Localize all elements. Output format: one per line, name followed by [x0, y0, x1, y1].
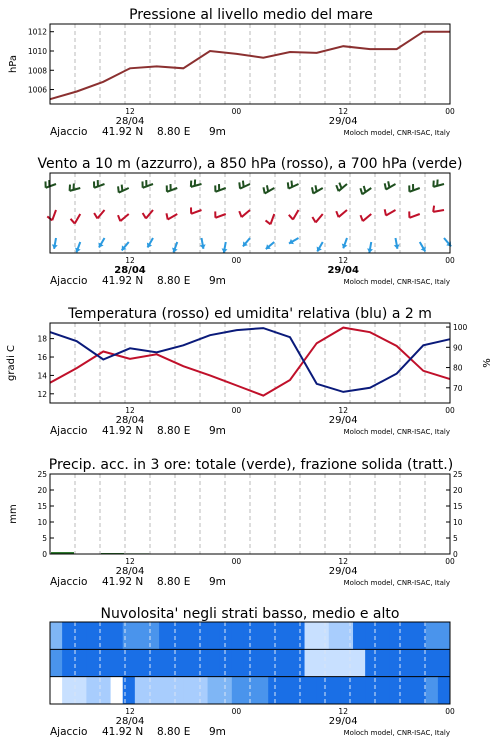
- wind-barb: [289, 210, 299, 220]
- barb-arrowhead: [222, 248, 228, 252]
- barb-shaft: [339, 210, 347, 217]
- wind-barb: [336, 210, 347, 217]
- temp-title: Temperatura (rosso) ed umidita' relativa (blu) a 2 m: [68, 306, 432, 322]
- credit-label: Moloch model, CNR-ISAC, Italy: [343, 729, 450, 737]
- wind-barb: [360, 214, 371, 221]
- time-tick-label: 00: [445, 256, 455, 265]
- cloud-cell: [74, 677, 87, 704]
- y-tick-label: 10: [37, 518, 47, 527]
- barb-shaft: [52, 210, 56, 220]
- barb-arrowhead: [52, 244, 58, 248]
- cloud-cell: [292, 622, 305, 649]
- cloud-cell: [365, 677, 378, 704]
- time-tick-label: 12: [125, 557, 135, 566]
- y-tick-label: 1010: [27, 46, 47, 56]
- cloud-cell: [171, 622, 184, 649]
- wind-barb: [342, 238, 348, 248]
- precip-panel: [8, 457, 463, 588]
- elev-label: 9m: [209, 126, 226, 138]
- wind-time-axis: [50, 256, 455, 287]
- cloud-cell: [86, 677, 99, 704]
- cloud-cell: [305, 677, 318, 704]
- wind-barb: [336, 183, 347, 191]
- wind-barb: [409, 184, 420, 192]
- wind-barb: [143, 210, 153, 218]
- wind-barb: [409, 211, 420, 217]
- barb-arrowhead: [394, 244, 400, 248]
- barb-shaft: [313, 188, 323, 194]
- date-label: 28/04: [115, 415, 145, 426]
- y-tick-label: 14: [37, 371, 47, 381]
- cloud-cell: [402, 677, 415, 704]
- cloud-cell: [353, 677, 366, 704]
- lon-label: 8.80 E: [157, 126, 191, 138]
- precip-title: Precip. acc. in 3 ore: totale (verde), frazione solida (tratt.): [48, 457, 454, 473]
- cloud-cell: [341, 649, 354, 676]
- cloud-cell: [414, 677, 427, 704]
- barb-arrowhead: [367, 248, 373, 252]
- cloud-cell: [329, 622, 342, 649]
- credit-label: Moloch model, CNR-ISAC, Italy: [343, 579, 450, 587]
- pressure-time-axis: [50, 107, 455, 138]
- barb-flag: [122, 185, 123, 191]
- wind-barb: [385, 209, 396, 215]
- barb-flag: [239, 211, 241, 217]
- date-label: 28/04: [114, 265, 146, 276]
- time-tick-label: 12: [125, 107, 135, 116]
- lat-label: 41.92 N: [102, 126, 144, 138]
- temp-ylabel: gradi C: [6, 345, 17, 381]
- barb-flag: [336, 211, 338, 217]
- wind-barb: [94, 210, 104, 218]
- credit-label: Moloch model, CNR-ISAC, Italy: [343, 428, 450, 436]
- cloud-cell: [159, 622, 172, 649]
- wind-barb: [243, 238, 250, 246]
- barb-shaft: [167, 188, 177, 192]
- credit-label: Moloch model, CNR-ISAC, Italy: [343, 278, 450, 286]
- lon-label: 8.80 E: [157, 726, 191, 738]
- station-label: Ajaccio: [50, 425, 88, 437]
- wind-barb: [200, 238, 206, 249]
- barb-shaft: [75, 214, 81, 224]
- wind-barb: [98, 238, 104, 248]
- wind-barb: [239, 181, 250, 189]
- barb-flag: [94, 213, 97, 218]
- barb-flag: [118, 215, 120, 221]
- cloud-cell: [438, 622, 451, 649]
- cloud-cell: [183, 622, 196, 649]
- wind-barb: [289, 238, 299, 244]
- barb-flag: [388, 181, 389, 187]
- date-label: 29/04: [328, 716, 358, 727]
- cloud-cell: [292, 649, 305, 676]
- y-tick-label-right: 10: [453, 518, 463, 527]
- cloud-cell: [353, 649, 366, 676]
- temp-humidity-panel: [6, 306, 493, 437]
- barb-shaft: [94, 184, 104, 188]
- y-tick-label: 25: [37, 470, 47, 479]
- cloud-cell: [220, 677, 233, 704]
- cloud-time-axis: [50, 707, 455, 738]
- y-tick-label: 18: [37, 334, 47, 344]
- wind-barb: [394, 238, 400, 249]
- cloud-cell: [171, 677, 184, 704]
- cloud-cell: [292, 677, 305, 704]
- cloud-cell: [159, 677, 172, 704]
- lat-label: 41.92 N: [102, 425, 144, 437]
- lat-label: 41.92 N: [102, 275, 144, 287]
- wind-barb: [266, 242, 274, 249]
- barb-shaft: [289, 184, 299, 189]
- barb-flag: [143, 213, 146, 218]
- wind-panel: [37, 156, 462, 287]
- lon-label: 8.80 E: [157, 576, 191, 588]
- cloud-cell: [280, 622, 293, 649]
- barb-shaft: [215, 188, 225, 192]
- cloud-cell: [111, 677, 124, 704]
- cloud-cell: [232, 649, 245, 676]
- barb-shaft: [386, 184, 396, 190]
- barb-flag: [288, 182, 289, 188]
- y-tick-label-right: 25: [453, 470, 463, 479]
- cloud-cell: [232, 622, 245, 649]
- cloud-cell: [111, 649, 124, 676]
- barb-flag: [433, 206, 434, 212]
- wind-barb: [312, 185, 323, 193]
- y-tick-label: 20: [37, 486, 47, 495]
- cloud-cell: [208, 649, 221, 676]
- station-label: Ajaccio: [50, 275, 88, 287]
- barb-shaft: [146, 210, 153, 218]
- wind-barb: [433, 179, 444, 186]
- time-tick-label: 12: [125, 256, 135, 265]
- y-tick-label-right: 100: [453, 323, 468, 333]
- time-tick-label: 00: [231, 107, 242, 116]
- cloud-cell: [268, 622, 281, 649]
- cloud-cell: [62, 649, 75, 676]
- y-tick-label: 5: [42, 534, 47, 543]
- cloud-cell: [317, 649, 330, 676]
- cloud-cell: [195, 677, 208, 704]
- pressure-frame: [50, 24, 450, 104]
- cloud-cell: [377, 622, 390, 649]
- wind-title: Vento a 10 m (azzurro), a 850 hPa (rosso), a 700 hPa (verde): [37, 156, 463, 172]
- time-tick-label: 12: [125, 406, 135, 415]
- cloud-cell: [74, 622, 87, 649]
- date-label: 29/04: [328, 566, 358, 577]
- barb-flag: [385, 209, 386, 215]
- barb-flag: [263, 187, 264, 193]
- barb-shaft: [433, 184, 444, 187]
- precip-time-axis: [50, 557, 455, 588]
- cloud-cell: [135, 677, 148, 704]
- y-tick-label: 12: [37, 389, 47, 399]
- barb-flag: [364, 186, 366, 192]
- barb-flag: [385, 183, 386, 189]
- cloud-cell: [86, 649, 99, 676]
- cloud-cell: [135, 649, 148, 676]
- cloud-cell: [183, 649, 196, 676]
- barb-flag: [289, 215, 293, 220]
- barb-flag: [266, 220, 271, 224]
- barb-flag: [118, 186, 119, 192]
- time-tick-label: 00: [445, 557, 455, 566]
- wind-barb: [75, 242, 81, 252]
- time-tick-label: 12: [125, 707, 135, 716]
- y-tick-label-right: 15: [453, 502, 463, 511]
- cloud-cell: [426, 649, 439, 676]
- cloud-cell: [147, 677, 160, 704]
- barb-flag: [336, 185, 338, 191]
- y-tick-label: 15: [37, 502, 47, 511]
- cloud-cell: [402, 622, 415, 649]
- wind-barb: [215, 184, 226, 192]
- date-label: 29/04: [328, 415, 358, 426]
- cloud-cell: [438, 649, 451, 676]
- wind-barb: [263, 185, 274, 193]
- cloud-cell: [111, 622, 124, 649]
- credit-label: Moloch model, CNR-ISAC, Italy: [343, 129, 450, 137]
- y-tick-label-right: 5: [453, 534, 458, 543]
- cloud-panel: [50, 606, 455, 738]
- time-tick-label: 12: [338, 557, 348, 566]
- elev-label: 9m: [209, 425, 226, 437]
- wind-barb: [166, 213, 177, 219]
- cloud-cell: [402, 649, 415, 676]
- humidity-ylabel: %: [482, 358, 493, 368]
- y-tick-label: 1006: [27, 85, 47, 95]
- lat-label: 41.92 N: [102, 576, 144, 588]
- barb-flag: [267, 185, 268, 191]
- cloud-cell: [268, 649, 281, 676]
- wind-barb: [385, 181, 396, 189]
- cloud-cell: [195, 649, 208, 676]
- cloud-cell: [147, 622, 160, 649]
- barb-shaft: [293, 210, 299, 220]
- y-tick-label-right: 0: [453, 550, 458, 559]
- cloud-cell: [171, 649, 184, 676]
- barb-flag: [71, 219, 75, 224]
- cloud-cell: [377, 649, 390, 676]
- barb-flag: [315, 185, 316, 191]
- cloud-cell: [86, 622, 99, 649]
- wind-barb: [367, 242, 373, 253]
- lon-label: 8.80 E: [157, 425, 191, 437]
- elev-label: 9m: [209, 726, 226, 738]
- cloud-cell: [377, 677, 390, 704]
- cloud-cell: [159, 649, 172, 676]
- time-tick-label: 12: [338, 107, 348, 116]
- precip-frame: [50, 474, 450, 554]
- barb-flag: [312, 217, 315, 222]
- y-tick-label-right: 70: [453, 383, 463, 393]
- temp-y-ticks: [37, 323, 467, 399]
- cloud-cell: [232, 677, 245, 704]
- cloud-cell: [365, 649, 378, 676]
- barb-shaft: [46, 184, 56, 188]
- elev-label: 9m: [209, 275, 226, 287]
- y-tick-label-right: 20: [453, 486, 463, 495]
- temp-time-axis: [50, 406, 455, 437]
- wind-barb: [118, 185, 129, 193]
- barb-shaft: [409, 188, 419, 192]
- cloud-cell: [183, 677, 196, 704]
- barb-shaft: [270, 214, 274, 224]
- cloud-heatmap: [50, 622, 451, 704]
- precip-ylabel: mm: [8, 504, 19, 524]
- wind-barb: [118, 214, 129, 221]
- barb-shaft: [70, 188, 81, 191]
- barb-shaft: [97, 210, 104, 218]
- barb-shaft: [191, 184, 202, 187]
- cloud-title: Nuvolosita' negli strati basso, medio e alto: [100, 606, 400, 622]
- cloud-cell: [208, 622, 221, 649]
- cloud-cell: [62, 622, 75, 649]
- lon-label: 8.80 E: [157, 275, 191, 287]
- date-label: 28/04: [115, 116, 145, 127]
- cloud-cell: [305, 649, 318, 676]
- y-tick-label-right: 80: [453, 363, 463, 373]
- wind-barb: [215, 211, 226, 217]
- barb-shaft: [265, 188, 275, 194]
- barb-shaft: [242, 210, 250, 217]
- wind-barb: [47, 210, 56, 220]
- wind-barb: [433, 206, 444, 212]
- barb-flag: [339, 183, 341, 189]
- cloud-cell: [426, 677, 439, 704]
- precip-gridlines: [75, 474, 425, 554]
- wind-barb: [142, 180, 153, 188]
- barb-shaft: [240, 184, 250, 189]
- cloud-cell: [414, 649, 427, 676]
- date-label: 28/04: [115, 716, 145, 727]
- wind-barb: [266, 214, 275, 224]
- pressure-panel: [8, 7, 455, 138]
- barb-arrowhead: [200, 244, 206, 248]
- cloud-cell: [305, 622, 318, 649]
- cloud-cell: [62, 677, 75, 704]
- wind-barb: [288, 181, 299, 189]
- time-tick-label: 12: [338, 406, 348, 415]
- barb-flag: [312, 187, 313, 193]
- cloud-cell: [220, 622, 233, 649]
- wind-barb: [317, 242, 323, 252]
- cloud-cell: [329, 677, 342, 704]
- cloud-cell: [438, 677, 451, 704]
- time-tick-label: 00: [231, 707, 242, 716]
- barb-shaft: [409, 214, 419, 218]
- pressure-title: Pressione al livello medio del mare: [129, 7, 373, 23]
- station-label: Ajaccio: [50, 126, 88, 138]
- cloud-cell: [50, 677, 63, 704]
- barb-shaft: [316, 214, 323, 222]
- barb-flag: [243, 181, 244, 187]
- barb-shaft: [143, 184, 153, 188]
- y-tick-label: 0: [42, 550, 47, 559]
- cloud-cell: [341, 622, 354, 649]
- pressure-gridlines: [75, 24, 425, 104]
- cloud-cell: [280, 649, 293, 676]
- cloud-cell: [208, 677, 221, 704]
- barb-flag: [360, 188, 362, 194]
- cloud-cell: [220, 649, 233, 676]
- time-tick-label: 00: [231, 406, 242, 415]
- barb-flag: [239, 182, 240, 188]
- barb-shaft: [119, 188, 129, 193]
- elev-label: 9m: [209, 576, 226, 588]
- cloud-cell: [256, 622, 269, 649]
- barb-shaft: [386, 210, 396, 216]
- date-label: 28/04: [115, 566, 145, 577]
- wind-barb: [360, 186, 371, 194]
- time-tick-label: 00: [445, 107, 455, 116]
- wind-barb-series: [45, 179, 451, 252]
- wind-barb: [222, 242, 228, 253]
- cloud-cell: [341, 677, 354, 704]
- barb-flag: [360, 215, 362, 221]
- y-tick-label: 1012: [27, 27, 47, 37]
- time-tick-label: 12: [338, 256, 348, 265]
- time-tick-label: 12: [338, 707, 348, 716]
- barb-shaft: [168, 214, 178, 220]
- cloud-cell: [50, 649, 63, 676]
- cloud-cell: [256, 649, 269, 676]
- pressure-ylabel: hPa: [8, 54, 19, 74]
- date-label: 29/04: [327, 265, 359, 276]
- time-tick-label: 00: [231, 256, 242, 265]
- wind-barb: [312, 214, 322, 222]
- station-label: Ajaccio: [50, 576, 88, 588]
- barb-shaft: [215, 214, 225, 218]
- time-tick-label: 00: [231, 557, 242, 566]
- cloud-cell: [135, 622, 148, 649]
- cloud-cell: [365, 622, 378, 649]
- wind-barb: [94, 180, 105, 188]
- wind-barb: [167, 184, 178, 192]
- cloud-cell: [414, 622, 427, 649]
- y-tick-label: 1008: [27, 66, 47, 76]
- time-tick-label: 00: [445, 707, 455, 716]
- cloud-cell: [195, 622, 208, 649]
- cloud-cell: [50, 622, 63, 649]
- cloud-cell: [353, 622, 366, 649]
- time-tick-label: 00: [445, 406, 455, 415]
- cloud-cell: [317, 622, 330, 649]
- cloud-cell: [147, 649, 160, 676]
- barb-flag: [291, 181, 292, 187]
- wind-barb: [52, 238, 58, 249]
- cloud-cell: [280, 677, 293, 704]
- y-tick-label: 16: [37, 353, 47, 363]
- cloud-cell: [317, 677, 330, 704]
- cloud-cell: [268, 677, 281, 704]
- barb-shaft: [363, 214, 371, 221]
- date-label: 29/04: [328, 116, 358, 127]
- cloud-cell: [256, 677, 269, 704]
- wind-barb: [239, 210, 250, 217]
- barb-shaft: [433, 210, 444, 212]
- barb-flag: [166, 213, 167, 219]
- cloud-cell: [329, 649, 342, 676]
- cloud-cell: [426, 622, 439, 649]
- lat-label: 41.92 N: [102, 726, 144, 738]
- wind-barb: [45, 180, 56, 188]
- station-label: Ajaccio: [50, 726, 88, 738]
- y-tick-label-right: 90: [453, 343, 463, 353]
- cloud-cell: [74, 649, 87, 676]
